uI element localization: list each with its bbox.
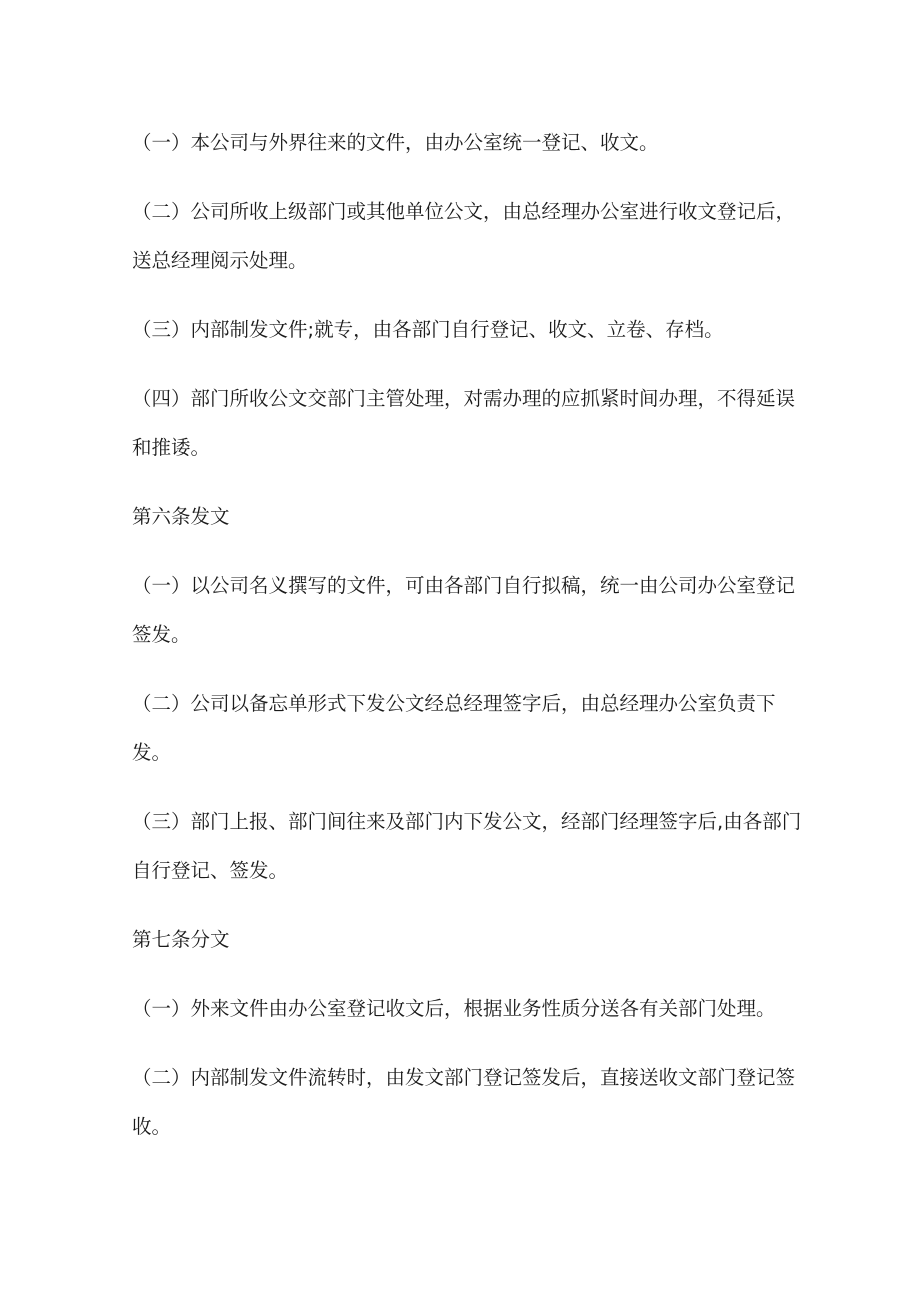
section-heading-article-6: 第六条发文	[132, 505, 230, 528]
paragraph-receipt-1: （一）本公司与外界往来的文件，由办公室统一登记、收文。	[132, 131, 659, 154]
paragraph-dispatch-2: （二）公司以备忘单形式下发公文经总经理签字后，由总经理办公室负责下发。	[132, 692, 776, 764]
paragraph-receipt-2: （二）公司所收上级部门或其他单位公文，由总经理办公室进行收文登记后，送总经理阅示处理。	[132, 200, 796, 272]
paragraph-dispatch-1: （一）以公司名义撰写的文件，可由各部门自行拟稿，统一由公司办公室登记签发。	[132, 574, 796, 646]
paragraph-distribution-1: （一）外来文件由办公室登记收文后，根据业务性质分送各有关部门处理。	[132, 997, 776, 1020]
paragraph-distribution-2: （二）内部制发文件流转时，由发文部门登记签发后，直接送收文部门登记签收。	[132, 1066, 796, 1138]
document-body	[132, 118, 812, 1151]
section-heading-article-7: 第七条分文	[132, 928, 230, 951]
paragraph-receipt-4: （四）部门所收公文交部门主管处理，对需办理的应抓紧时间办理，不得延误和推诿。	[132, 387, 796, 459]
paragraph-receipt-3: （三）内部制发文件;就专，由各部门自行登记、收文、立卷、存档。	[132, 318, 724, 341]
paragraph-dispatch-3: （三）部门上报、部门间往来及部门内下发公文，经部门经理签字后,由各部门自行登记、签发。	[132, 810, 802, 882]
